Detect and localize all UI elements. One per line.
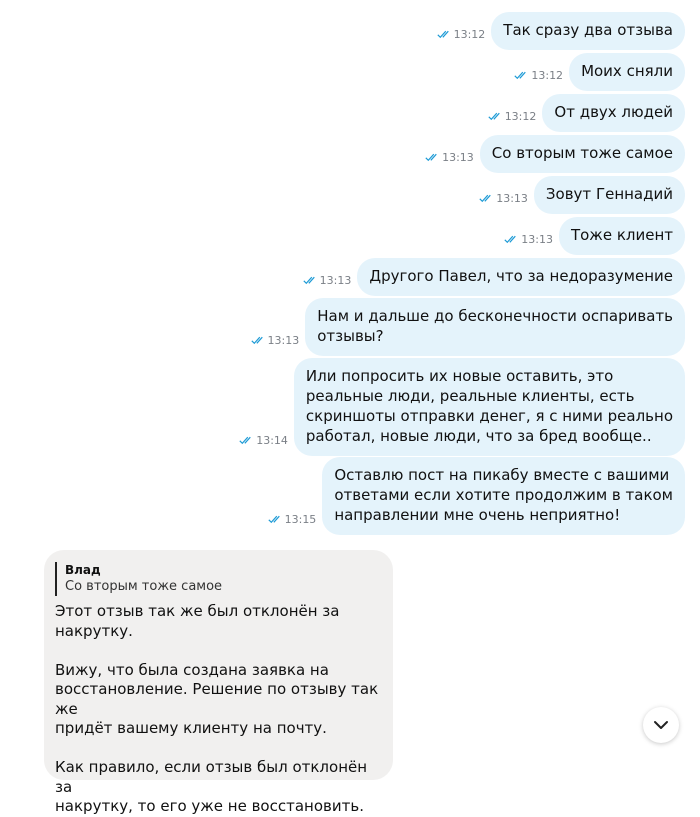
message-row xyxy=(514,53,685,91)
message-meta xyxy=(479,192,528,205)
message-meta xyxy=(488,110,537,123)
message-row xyxy=(268,457,685,535)
message-time: 13:13 xyxy=(496,192,528,205)
double-check-icon xyxy=(479,194,493,203)
chevron-down-icon xyxy=(653,720,669,730)
double-check-icon xyxy=(514,71,528,80)
double-check-icon xyxy=(437,30,451,39)
outgoing-message[interactable]: Или попросить их новые оставить, это реальные люди, реальные клиенты, есть скриншоты отправки денег, я с ними реально работал, новые люди, что за бред вообще.. xyxy=(294,358,685,456)
double-check-icon xyxy=(239,436,253,445)
message-meta xyxy=(437,28,486,41)
outgoing-message[interactable]: Оставлю пост на пикабу вместе с вашими ответами если хотите продолжим в таком направлении мне очень неприятно! xyxy=(322,457,685,535)
outgoing-message[interactable]: Другого Павел, что за недоразумение xyxy=(357,258,685,296)
scroll-to-bottom-button[interactable] xyxy=(643,707,679,743)
incoming-message[interactable] xyxy=(44,550,393,815)
message-time: 13:12 xyxy=(504,110,537,123)
reply-quote[interactable] xyxy=(55,562,381,596)
message-row xyxy=(437,12,685,50)
message-meta xyxy=(303,274,352,287)
double-check-icon xyxy=(303,276,317,285)
quote-text: Со вторым тоже самое xyxy=(65,579,223,594)
incoming-message-text: Этот отзыв так же был отклонён за накрутку. Вижу, что была создана заявка на восстановление. Решение по отзыву так же придёт вашему клиенту на почту. Как правило, если отзыв был отклонён за накрутку, то его уже не восстановить. xyxy=(55,602,379,815)
outgoing-message[interactable]: Моих сняли xyxy=(569,53,685,91)
message-time: 13:13 xyxy=(319,274,352,287)
message-time: 13:12 xyxy=(453,28,486,41)
message-time: 13:13 xyxy=(267,334,300,347)
message-row xyxy=(488,94,685,132)
outgoing-message[interactable]: Зовут Геннадий xyxy=(534,176,685,214)
message-row xyxy=(504,217,685,255)
outgoing-message[interactable]: Нам и дальше до бесконечности оспаривать отзывы? xyxy=(305,298,685,356)
message-time: 13:13 xyxy=(521,233,553,246)
message-row xyxy=(479,176,685,214)
message-row xyxy=(425,135,685,173)
message-row xyxy=(239,358,685,456)
message-meta xyxy=(251,334,300,347)
message-time: 13:14 xyxy=(256,434,288,447)
outgoing-message[interactable]: Со вторым тоже самое xyxy=(480,135,685,173)
message-meta xyxy=(268,513,317,526)
message-time: 13:15 xyxy=(284,513,317,526)
message-meta xyxy=(239,434,288,447)
double-check-icon xyxy=(251,336,265,345)
message-meta xyxy=(514,69,563,82)
message-time: 13:13 xyxy=(442,151,474,164)
message-time: 13:12 xyxy=(531,69,564,82)
outgoing-message[interactable]: Так сразу два отзыва xyxy=(491,12,685,50)
double-check-icon xyxy=(425,153,439,162)
message-meta xyxy=(425,151,474,164)
double-check-icon xyxy=(488,112,502,121)
double-check-icon xyxy=(268,515,282,524)
double-check-icon xyxy=(504,235,518,244)
message-row xyxy=(303,258,685,296)
quote-author: Влад xyxy=(65,563,101,577)
outgoing-message[interactable]: От двух людей xyxy=(542,94,685,132)
outgoing-message[interactable]: Тоже клиент xyxy=(559,217,685,255)
message-row xyxy=(251,298,685,356)
message-meta xyxy=(504,233,553,246)
